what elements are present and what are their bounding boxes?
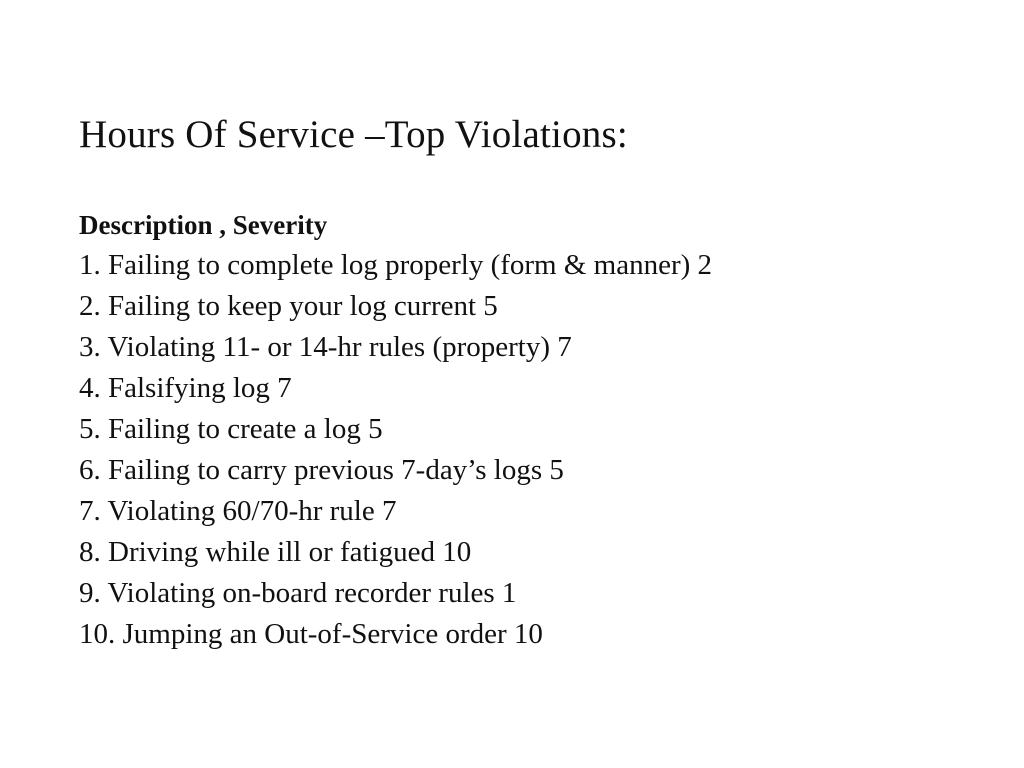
list-item: 2. Failing to keep your log current 5 [79, 290, 498, 322]
list-item: 4. Falsifying log 7 [79, 372, 292, 404]
column-header: Description , Severity [79, 210, 328, 240]
list-item: 9. Violating on-board recorder rules 1 [79, 577, 517, 609]
list-item: 3. Violating 11- or 14-hr rules (property) 7 [79, 331, 572, 363]
list-item: 1. Failing to complete log properly (form & manner) 2 [79, 249, 713, 281]
violations-list [79, 245, 712, 655]
list-item: 8. Driving while ill or fatigued 10 [79, 536, 472, 568]
list-item: 6. Failing to carry previous 7-day’s logs 5 [79, 454, 564, 486]
list-item: 5. Failing to create a log 5 [79, 413, 383, 445]
list-item: 7. Violating 60/70-hr rule 7 [79, 495, 397, 527]
slide-title: Hours Of Service –Top Violations: [79, 113, 628, 156]
list-item: 10. Jumping an Out-of-Service order 10 [79, 618, 543, 650]
violations-block [79, 205, 712, 655]
